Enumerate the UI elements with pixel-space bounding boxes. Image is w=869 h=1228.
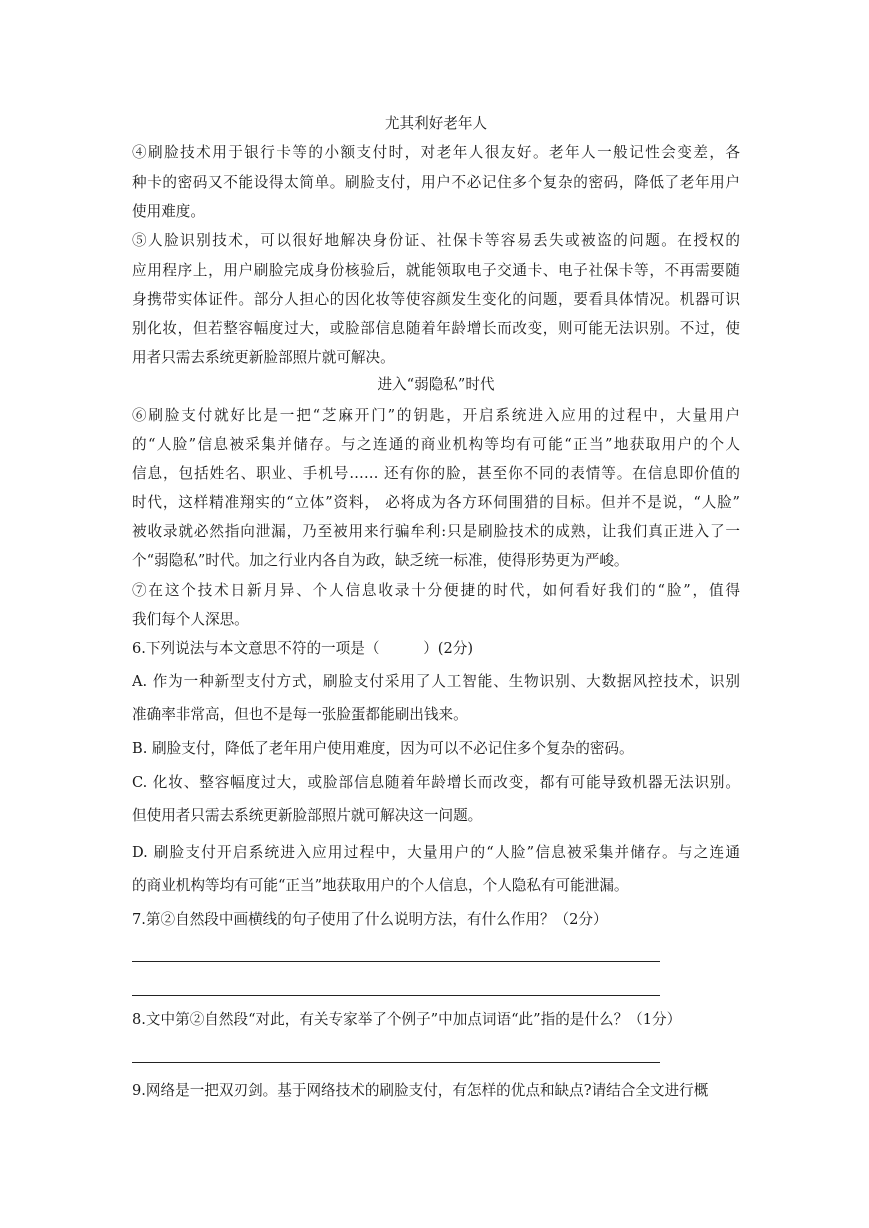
paragraph-5-line: 身携带实体证件。部分人担心的因化妆等使容颜发生变化的问题，要看具体情况。机器可识	[132, 291, 740, 308]
answer-line	[132, 1062, 660, 1063]
answer-line	[132, 961, 660, 962]
paragraph-5-line: ⑤人脸识别技术，可以很好地解决身份证、社保卡等容易丢失或被盗的问题。在授权的	[132, 232, 740, 249]
question-6-option-c: C. 化妆、整容幅度过大，或脸部信息随着年龄增长而改变，都有可能导致机器无法识别。	[132, 774, 740, 791]
paragraph-5-line: 别化妆，但若整容幅度过大，或脸部信息随着年龄增长而改变，则可能无法识别。不过，使	[132, 320, 740, 337]
question-9-stem: 9.网络是一把双刃剑。基于网络技术的刷脸支付，有怎样的优点和缺点?请结合全文进行概	[132, 1082, 709, 1099]
paragraph-4-line: 种卡的密码又不能设得太简单。刷脸支付，用户不必记住多个复杂的密码，降低了老年用户	[132, 174, 740, 191]
answer-line	[132, 995, 660, 996]
section-heading-weak-privacy: 进入“弱隐私”时代	[377, 376, 495, 393]
question-6-option-b: B. 刷脸支付，降低了老年用户使用难度，因为可以不必记住多个复杂的密码。	[132, 740, 634, 757]
paragraph-6-line: 信息，包括姓名、职业、手机号…… 还有你的脸，甚至你不同的表情等。在信息即价值的	[132, 465, 740, 482]
paragraph-7-line: ⑦在这个技术日新月异、个人信息收录十分便捷的时代，如何看好我们的“脸”，值得	[132, 582, 740, 599]
paragraph-6-line: 时代，这样精准翔实的“立体”资料， 必将成为各方环伺围猎的目标。但并不是说，“人脸”	[132, 494, 740, 511]
question-6-option-a: 准确率非常高，但也不是每一张脸蛋都能刷出钱来。	[132, 706, 468, 723]
question-6-option-a: A. 作为一种新型支付方式，刷脸支付采用了人工智能、生物识别、大数据风控技术，识别	[132, 673, 740, 690]
paragraph-4-line: 使用难度。	[132, 203, 205, 220]
question-6-stem: 6.下列说法与本文意思不符的一项是（ ）(2分)	[132, 640, 474, 657]
question-7-stem: 7.第②自然段中画横线的句子使用了什么说明方法，有什么作用？（2分）	[132, 911, 608, 928]
paragraph-5-line: 用者只需去系统更新脸部照片就可解决。	[132, 349, 395, 366]
paragraph-6-line: ⑥刷脸支付就好比是一把“芝麻开门”的钥匙，开启系统进入应用的过程中，大量用户	[132, 407, 740, 424]
paragraph-6-line: 被收录就必然指向泄漏，乃至被用来行骗牟利:只是刷脸技术的成熟，让我们真正进入了一	[132, 523, 740, 540]
question-8-stem: 8.文中第②自然段“对此，有关专家举了个例子”中加点词语“此”指的是什么？（1分）	[132, 1011, 682, 1028]
section-heading-elderly: 尤其利好老年人	[384, 115, 488, 132]
paragraph-6-line: 的“人脸”信息被采集并储存。与之连通的商业机构等均有可能“正当”地获取用户的个人	[132, 436, 740, 453]
paragraph-6-line: 个“弱隐私”时代。加之行业内各自为政，缺乏统一标准，使得形势更为严峻。	[132, 552, 629, 569]
paragraph-7-line: 我们每个人深思。	[132, 611, 249, 628]
question-6-option-d: 的商业机构等均有可能“正当”地获取用户的个人信息，个人隐私有可能泄漏。	[132, 877, 629, 894]
question-6-option-d: D. 刷脸支付开启系统进入应用过程中，大量用户的“人脸”信息被采集并储存。与之连通	[132, 844, 740, 861]
paragraph-4-line: ④刷脸技术用于银行卡等的小额支付时，对老年人很友好。老年人一般记性会变差，各	[132, 144, 740, 161]
paragraph-5-line: 应用程序上，用户刷脸完成身份核验后，就能领取电子交通卡、电子社保卡等，不再需要随	[132, 262, 740, 279]
question-6-option-c: 但使用者只需去系统更新脸部照片就可解决这一问题。	[132, 807, 483, 824]
